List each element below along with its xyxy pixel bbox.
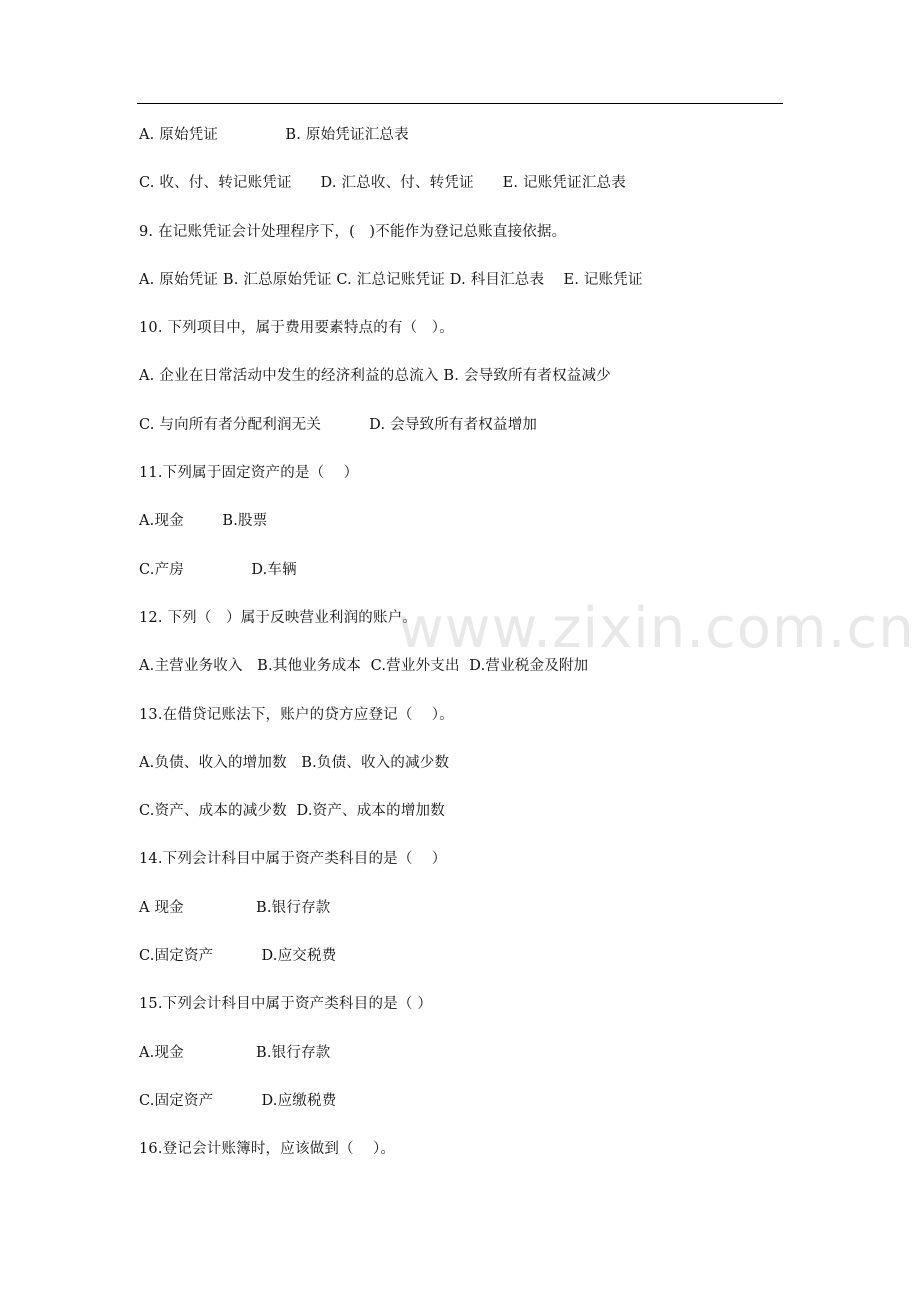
option-line-15a: A.现金 B.银行存款 [139,1044,331,1061]
question-16: 16.登记会计账簿时，应该做到（ ）。 [139,1141,396,1158]
question-15: 15.下列会计科目中属于资产类科目的是（ ） [139,996,433,1013]
question-12: 12. 下列（ ）属于反映营业利润的账户。 [139,609,418,626]
option-line-8b: C. 收、付、转记账凭证 D. 汇总收、付、转凭证 E. 记账凭证汇总表 [139,175,626,192]
option-line-9: A. 原始凭证 B. 汇总原始凭证 C. 汇总记账凭证 D. 科目汇总表 E. 记账凭证 [139,271,643,288]
option-line-10b: C. 与向所有者分配利润无关 D. 会导致所有者权益增加 [139,416,538,433]
option-line-11a: A.现金 B.股票 [139,513,268,530]
question-9: 9. 在记账凭证会计处理程序下，( )不能作为登记总账直接依据。 [139,223,567,240]
watermark-text: www.zixin.com.cn [398,596,915,661]
option-line-13b: C.资产、成本的减少数 D.资产、成本的增加数 [139,803,445,820]
header-rule [137,103,783,104]
question-13: 13.在借贷记账法下，账户的贷方应登记（ ）。 [139,706,454,723]
option-line-13a: A.负债、收入的增加数 B.负债、收入的减少数 [139,754,450,771]
option-line-11b: C.产房 D.车辆 [139,561,297,578]
option-line-10a: A. 企业在日常活动中发生的经济利益的总流入 B. 会导致所有者权益减少 [139,368,611,385]
question-11: 11.下列属于固定资产的是（ ） [139,465,359,482]
option-line-14a: A 现金 B.银行存款 [139,899,331,916]
option-line-8a: A. 原始凭证 B. 原始凭证汇总表 [139,127,409,143]
option-line-12: A.主营业务收入 B.其他业务成本 C.营业外支出 D.营业税金及附加 [139,658,589,675]
question-14: 14.下列会计科目中属于资产类科目的是（ ） [139,851,447,868]
question-10: 10. 下列项目中，属于费用要素特点的有（ ）。 [139,320,454,337]
option-line-14b: C.固定资产 D.应交税费 [139,948,337,965]
option-line-15b: C.固定资产 D.应缴税费 [139,1092,337,1109]
